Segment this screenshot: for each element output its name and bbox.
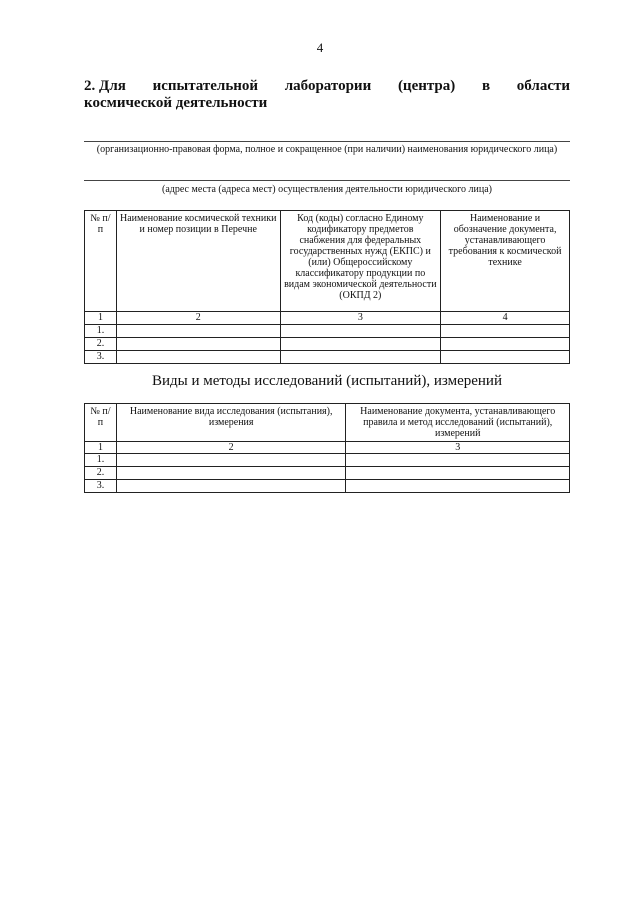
empty-cell — [441, 351, 570, 364]
table-row — [85, 351, 570, 364]
column-numbering-row — [85, 312, 570, 325]
column-number: 3 — [280, 312, 441, 325]
empty-cell — [116, 467, 345, 480]
row-number: 3. — [85, 351, 117, 364]
header-cell: Наименование документа, устанавливающего правила и метод исследований (испытаний), измерений — [346, 404, 570, 442]
org-name-line — [84, 141, 570, 142]
empty-cell — [441, 325, 570, 338]
empty-cell — [346, 454, 570, 467]
header-cell: № п/п — [85, 404, 117, 442]
heading-line-2: космической деятельности — [84, 95, 268, 111]
empty-cell — [280, 338, 441, 351]
empty-cell — [116, 338, 280, 351]
row-number: 3. — [85, 480, 117, 493]
space-technology-table — [84, 210, 570, 364]
row-number: 1. — [85, 454, 117, 467]
row-number: 1. — [85, 325, 117, 338]
heading-word: области — [516, 78, 570, 94]
header-cell: Код (коды) согласно Единому кодификатору предметов снабжения для федеральных государственных нужд (ЕКПС) и (или) Общероссийскому классификатору продукции по видам экономической деятельности (ОКПД 2) — [280, 211, 441, 312]
column-number: 4 — [441, 312, 570, 325]
column-number: 2 — [116, 442, 345, 454]
page-number: 4 — [316, 40, 324, 55]
empty-cell — [280, 351, 441, 364]
empty-cell — [116, 454, 345, 467]
heading-word: испытательной — [152, 78, 259, 94]
header-cell: № п/п — [85, 211, 117, 312]
heading-line-1 — [84, 78, 570, 95]
column-number: 2 — [116, 312, 280, 325]
row-number: 2. — [85, 338, 117, 351]
empty-cell — [116, 351, 280, 364]
heading-word: лаборатории — [284, 78, 372, 94]
table-row — [85, 454, 570, 467]
address-line — [84, 180, 570, 181]
empty-cell — [116, 325, 280, 338]
table-row — [85, 338, 570, 351]
column-number: 1 — [85, 442, 117, 454]
empty-cell — [441, 338, 570, 351]
row-number: 2. — [85, 467, 117, 480]
empty-cell — [346, 467, 570, 480]
methods-table — [84, 403, 570, 493]
column-number: 3 — [346, 442, 570, 454]
empty-cell — [346, 480, 570, 493]
org-name-caption: (организационно-правовая форма, полное и сокращенное (при наличии) наименования юридического лица) — [96, 144, 558, 155]
column-numbering-row — [85, 442, 570, 454]
table-row — [85, 467, 570, 480]
table-row — [85, 325, 570, 338]
address-caption: (адрес места (адреса мест) осуществления деятельности юридического лица) — [162, 184, 492, 195]
header-cell: Наименование космической техники и номер позиции в Перечне — [116, 211, 280, 312]
empty-cell — [116, 480, 345, 493]
methods-section-title: Виды и методы исследований (испытаний), измерений — [152, 373, 502, 389]
header-cell: Наименование вида исследования (испытания), измерения — [116, 404, 345, 442]
heading-word: (центра) — [397, 78, 456, 94]
table-header-row — [85, 404, 570, 442]
section-heading — [84, 78, 570, 112]
column-number: 1 — [85, 312, 117, 325]
table-row — [85, 480, 570, 493]
heading-word: в — [481, 78, 491, 94]
header-cell: Наименование и обозначение документа, устанавливающего требования к космической технике — [441, 211, 570, 312]
empty-cell — [280, 325, 441, 338]
table-header-row — [85, 211, 570, 312]
heading-word: 2. Для — [84, 78, 126, 94]
